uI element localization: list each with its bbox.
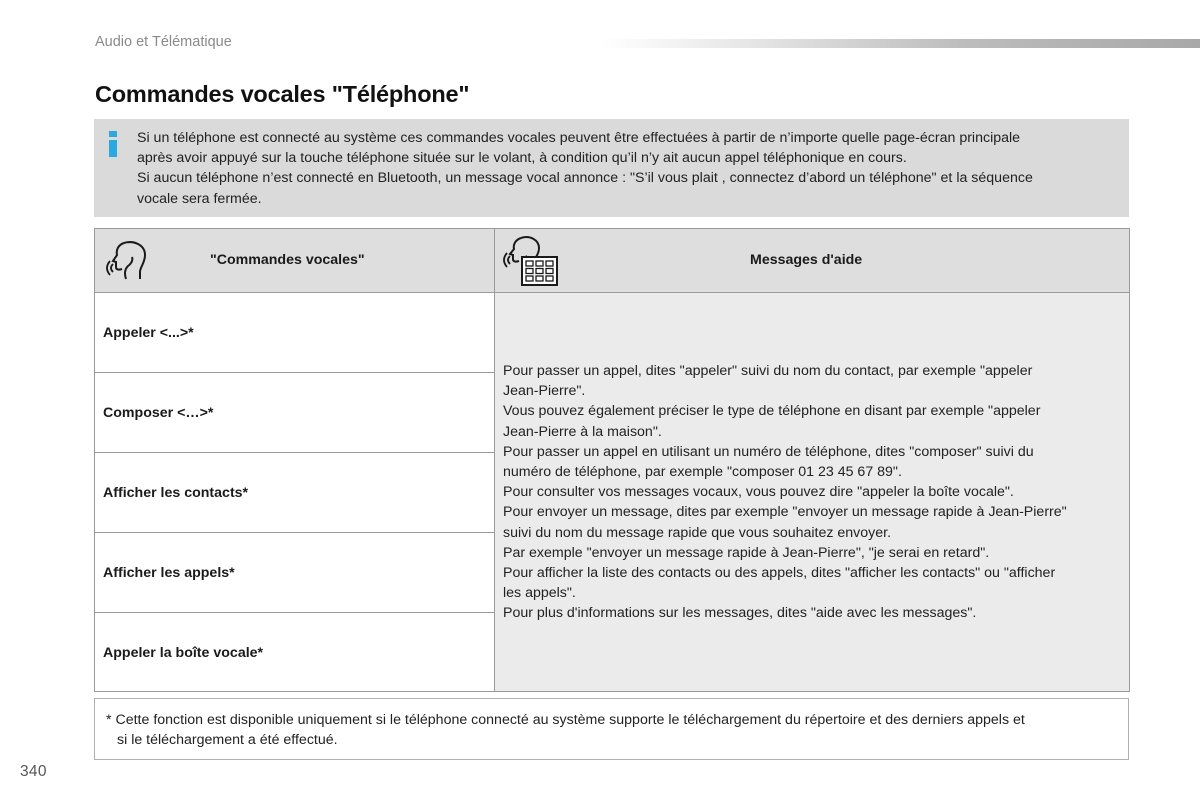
info-line: Si aucun téléphone n’est connecté en Bluetooth, un message vocal annonce : "S’il vous plait , connectez d’abord un téléphone" et la séquence: [137, 170, 1033, 187]
section-label: Audio et Télématique: [95, 34, 232, 50]
page-title: Commandes vocales "Téléphone": [95, 81, 470, 107]
table-row: [95, 293, 494, 373]
help-line: Par exemple "envoyer un message rapide à Jean-Pierre", "je serai en retard".: [503, 544, 990, 561]
help-line: Pour passer un appel en utilisant un numéro de téléphone, dites "composer" suivi du: [503, 443, 1034, 460]
commands-column: [95, 293, 495, 691]
command-call: Appeler <...>*: [103, 325, 194, 341]
info-box: [94, 119, 1129, 217]
footnote-box: [94, 698, 1129, 760]
header-commands-label: "Commandes vocales": [210, 252, 365, 268]
table-row: [95, 373, 494, 453]
info-line: après avoir appuyé sur la touche téléphone située sur le volant, à condition qu’il n’y ait aucun appel téléphonique en cours.: [137, 150, 907, 167]
command-dial: Composer <…>*: [103, 405, 214, 421]
command-call-voicemail: Appeler la boîte vocale*: [103, 645, 264, 661]
help-line: Pour envoyer un message, dites par exemple "envoyer un message rapide à Jean-Pierre": [503, 504, 1067, 521]
help-messages-text: [503, 361, 1123, 624]
table-row: [95, 533, 494, 613]
footnote-text: [106, 710, 1116, 750]
help-line: Pour afficher la liste des contacts ou des appels, dites "afficher les contacts" ou "afficher: [503, 565, 1056, 582]
voice-keypad-icon: [501, 235, 559, 287]
help-messages-column: [495, 293, 1129, 691]
help-line: les appels".: [503, 585, 576, 602]
header-commands: [95, 229, 495, 293]
help-line: Pour passer un appel, dites "appeler" suivi du nom du contact, par exemple "appeler: [503, 363, 1033, 379]
help-line: Jean-Pierre".: [503, 383, 586, 400]
page-number: 340: [20, 763, 47, 780]
header-gradient-bar: [600, 39, 1200, 48]
header-help-label: Messages d'aide: [750, 252, 863, 268]
table-row: [95, 613, 494, 693]
footnote-line: si le téléchargement a été effectué.: [117, 732, 338, 749]
table-row: [95, 453, 494, 533]
info-icon: [108, 131, 118, 157]
help-line: Pour plus d'informations sur les messages, dites "aide avec les messages".: [503, 605, 977, 622]
help-line: Vous pouvez également préciser le type de téléphone en disant par exemple "appeler: [503, 403, 1041, 420]
footnote-line: * Cette fonction est disponible uniquement si le téléphone connecté au système supporte le téléchargement du répertoire et des derniers appels et: [106, 712, 1025, 728]
help-line: numéro de téléphone, par exemple "composer 01 23 45 67 89".: [503, 464, 902, 481]
command-show-contacts: Afficher les contacts*: [103, 485, 249, 501]
voice-commands-table: [94, 228, 1130, 692]
info-line: Si un téléphone est connecté au système ces commandes vocales peuvent être effectuées à partir de n’importe quelle page-écran principale: [137, 130, 1021, 146]
help-line: suivi du nom du message rapide que vous souhaitez envoyer.: [503, 524, 892, 541]
command-show-calls: Afficher les appels*: [103, 565, 235, 581]
help-line: Pour consulter vos messages vocaux, vous pouvez dire "appeler la boîte vocale".: [503, 484, 1014, 501]
voice-command-icon: [104, 239, 150, 283]
info-text: [137, 128, 1117, 209]
info-line: vocale sera fermée.: [137, 190, 262, 207]
help-line: Jean-Pierre à la maison".: [503, 423, 662, 440]
header-help: [495, 229, 1129, 293]
